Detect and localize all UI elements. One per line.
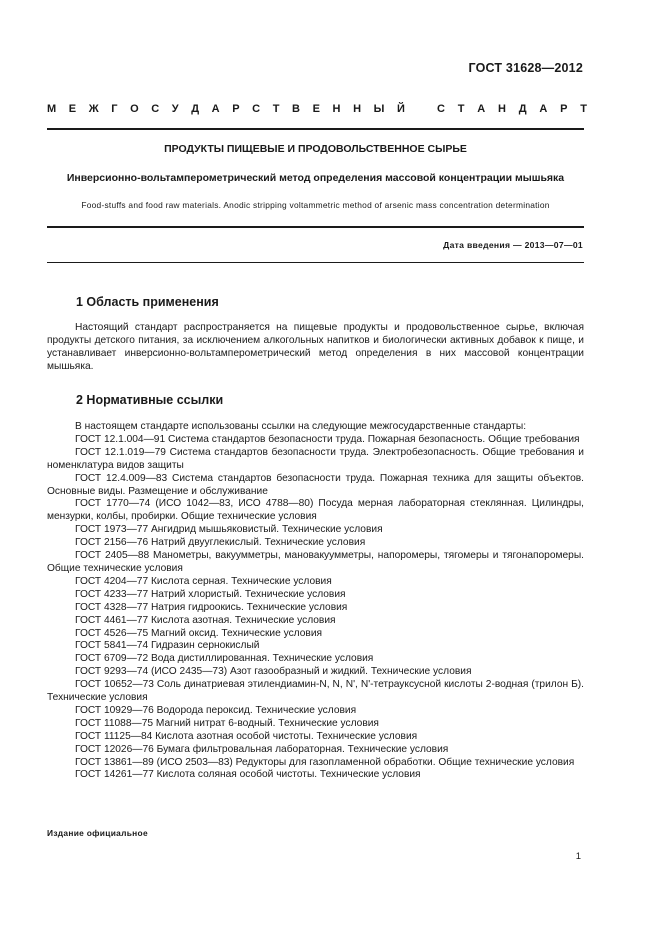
reference-item: ГОСТ 9293—74 (ИСО 2435—73) Азот газообразный и жидкий. Технические условия [75,666,472,678]
banner-letter: Е [312,103,320,115]
section-1-paragraph: Настоящий стандарт распространяется на пищевые продукты и продовольственное сырье, включая продукты детского питания, за исключением алкогольных напитков и биологически активных добавок к пище, и устанавливает инверсионно-вольтамперометрический метод определения в них массовой концентрации мышьяка. [47,322,584,372]
reference-item: ГОСТ 5841—74 Гидразин сернокислый [75,640,260,652]
banner-word-standard [437,103,587,115]
reference-item: ГОСТ 4526—75 Магний оксид. Технические условия [75,627,323,639]
banner-letter: О [130,103,139,115]
reference-item: ГОСТ 11125—84 Кислота азотная особой чистоты. Технические условия [75,730,418,742]
date-rule [47,262,584,263]
banner-letter: Ж [88,103,99,115]
reference-item: ГОСТ 10652—73 Соль динатриевая этилендиамин-N, N, N', N'-тетрауксусной кислоты 2-водная (трилон Б). Технические условия [47,679,584,704]
title-russian-main: ПРОДУКТЫ ПИЩЕВЫЕ И ПРОДОВОЛЬСТВЕННОЕ СЫРЬЕ [164,143,467,155]
banner-letter: Г [111,103,118,115]
section-1-text [47,322,584,374]
reference-item: ГОСТ 1973—77 Ангидрид мышьяковистый. Технические условия [75,524,383,536]
reference-item: ГОСТ 4461—77 Кислота азотная. Технические условия [75,614,336,626]
title-english: Food-stuffs and food raw materials. Anodic stripping voltammetric method of arsenic mass concentration determination [81,200,550,210]
reference-item: ГОСТ 12.1.004—91 Система стандартов безопасности труда. Пожарная безопасность. Общие требования [75,433,580,445]
header-rule [47,128,584,130]
reference-item: ГОСТ 4233—77 Натрий хлористый. Технические условия [75,588,346,600]
reference-item: ГОСТ 12026—76 Бумага фильтровальная лабораторная. Технические условия [75,743,449,755]
reference-item: ГОСТ 2156—76 Натрий двууглекислый. Технические условия [75,537,366,549]
banner-letter: Т [580,103,587,115]
section-2-heading: 2 Нормативные ссылки [76,393,224,407]
normative-references-list [47,421,584,782]
banner-letter: Н [353,103,362,115]
page-number: 1 [575,851,581,862]
banner-letter: У [171,103,179,115]
reference-item: ГОСТ 10929—76 Водорода пероксид. Технические условия [75,704,357,716]
banner-word-interstate [47,103,405,115]
reference-item: ГОСТ 12.1.019—79 Система стандартов безопасности труда. Электробезопасность. Общие требования и номенклатура видов защиты [47,446,584,471]
reference-item: ГОСТ 2405—88 Манометры, вакуумметры, мановакуумметры, напоромеры, тягомеры и тягонапоромеры. Общие технические условия [47,550,584,574]
official-edition-label: Издание официальное [47,828,148,838]
section-1-heading: 1 Область применения [76,295,219,309]
banner-letter: М [47,103,57,115]
banner-letter: Н [497,103,506,115]
references-intro: В настоящем стандарте использованы ссылки на следующие межгосударственные стандарты: [75,421,527,432]
title-rule [47,226,584,228]
banner-letter: Н [332,103,341,115]
banner-letter: Д [191,103,200,115]
banner-letter: Р [232,103,240,115]
banner-letter: А [539,103,548,115]
banner-letter: С [252,103,261,115]
banner-letter: Т [272,103,280,115]
introduction-date: Дата введения — 2013—07—01 [443,240,583,250]
reference-item: ГОСТ 12.4.009—83 Система стандартов безопасности труда. Пожарная техника для защиты объектов. Основные виды. Размещение и обслуживание [47,472,584,497]
banner-letter: Т [457,103,465,115]
interstate-standard-banner [47,103,587,115]
standard-code: ГОСТ 31628—2012 [468,61,583,75]
reference-item: ГОСТ 4204—77 Кислота серная. Технические условия [75,575,332,587]
banner-letter: С [437,103,445,115]
banner-letter: Е [68,103,77,115]
reference-item: ГОСТ 13861—89 (ИСО 2503—83) Редукторы для газопламенной обработки. Общие технические условия [75,756,575,768]
banner-letter: Ы [373,103,385,115]
reference-item: ГОСТ 1770—74 (ИСО 1042—83, ИСО 4788—80) Посуда мерная лабораторная стеклянная. Цилиндры, мензурки, колбы, пробирки. Общие технические условия [47,498,584,523]
banner-letter: А [477,103,486,115]
banner-letter: В [292,103,300,115]
reference-item: ГОСТ 4328—77 Натрия гидроокись. Технические условия [75,601,348,613]
title-russian-sub: Инверсионно-вольтамперометрический метод определения массовой концентрации мышьяка [66,172,565,184]
banner-letter: Р [560,103,568,115]
banner-letter: Й [396,103,405,115]
reference-item: ГОСТ 11088—75 Магний нитрат 6-водный. Технические условия [75,717,379,729]
banner-letter: С [151,103,160,115]
banner-letter: А [211,103,220,115]
banner-letter: Д [518,103,527,115]
reference-item: ГОСТ 6709—72 Вода дистиллированная. Технические условия [75,653,374,665]
reference-item: ГОСТ 14261—77 Кислота соляная особой чистоты. Технические условия [75,769,421,781]
